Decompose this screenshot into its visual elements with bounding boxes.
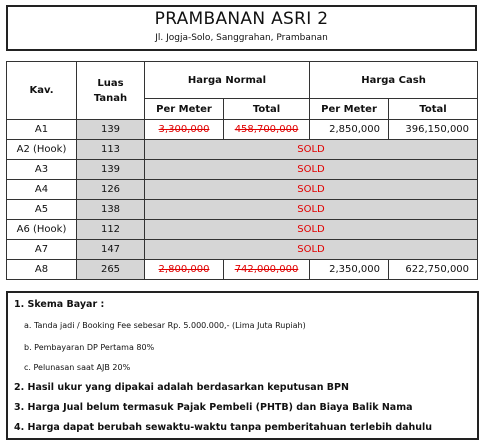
header-luas-line2: Tanah — [93, 92, 128, 104]
sold-badge: SOLD — [145, 180, 478, 200]
luas-cell: 113 — [77, 140, 145, 160]
table-row — [7, 160, 478, 180]
kav-cell: A1 — [7, 120, 77, 140]
luas-cell: 147 — [77, 240, 145, 260]
kav-cell: A3 — [7, 160, 77, 180]
kav-cell: A6 (Hook) — [7, 220, 77, 240]
cash-total-cell: 622,750,000 — [389, 260, 478, 280]
cash-per-meter-cell: 2,850,000 — [310, 120, 389, 140]
cash-per-meter-cell: 2,350,000 — [310, 260, 389, 280]
kav-cell: A2 (Hook) — [7, 140, 77, 160]
sold-badge: SOLD — [145, 160, 478, 180]
title-box — [6, 5, 477, 51]
header-normal-total: Total — [224, 99, 310, 120]
luas-cell: 112 — [77, 220, 145, 240]
price-table — [6, 61, 478, 280]
sold-badge: SOLD — [145, 220, 478, 240]
header-cash-total: Total — [389, 99, 478, 120]
cash-total-cell: 396,150,000 — [389, 120, 478, 140]
kav-cell: A8 — [7, 260, 77, 280]
note-booking-fee: a. Tanda jadi / Booking Fee sebesar Rp. 5.000.000,- (Lima Juta Rupiah) — [24, 321, 306, 330]
normal-total-cell: 742,000,000 — [224, 260, 310, 280]
sold-badge: SOLD — [145, 140, 478, 160]
luas-cell: 138 — [77, 200, 145, 220]
note-tax: 3. Harga Jual belum termasuk Pajak Pembeli (PHTB) dan Biaya Balik Nama — [14, 402, 413, 413]
normal-per-meter-cell: 3,300,000 — [145, 120, 224, 140]
luas-cell: 139 — [77, 120, 145, 140]
table-row — [7, 260, 478, 280]
header-luas-line1: Luas — [97, 77, 124, 89]
header-normal-per-meter: Per Meter — [145, 99, 224, 120]
kav-cell: A4 — [7, 180, 77, 200]
note-ajb: c. Pelunasan saat AJB 20% — [24, 363, 131, 372]
kav-cell: A5 — [7, 200, 77, 220]
table-row — [7, 200, 478, 220]
luas-cell: 126 — [77, 180, 145, 200]
notes-box — [6, 291, 479, 440]
note-bpn: 2. Hasil ukur yang dipakai adalah berdasarkan keputusan BPN — [14, 382, 349, 393]
normal-per-meter-cell: 2,800,000 — [145, 260, 224, 280]
page-title: PRAMBANAN ASRI 2 — [154, 9, 329, 29]
table-row — [7, 180, 478, 200]
note-price-change: 4. Harga dapat berubah sewaktu-waktu tanpa pemberitahuan terlebih dahulu — [14, 422, 433, 433]
note-payment-scheme: 1. Skema Bayar : — [14, 299, 105, 310]
header-kav: Kav. — [7, 62, 77, 120]
table-row — [7, 140, 478, 160]
table-row — [7, 120, 478, 140]
header-cash-per-meter: Per Meter — [310, 99, 389, 120]
luas-cell: 265 — [77, 260, 145, 280]
luas-cell: 139 — [77, 160, 145, 180]
sold-badge: SOLD — [145, 240, 478, 260]
table-row — [7, 220, 478, 240]
header-harga-cash: Harga Cash — [310, 62, 478, 99]
normal-total-cell: 458,700,000 — [224, 120, 310, 140]
address-text: Jl. Jogja-Solo, Sanggrahan, Prambanan — [155, 33, 328, 43]
kav-cell: A7 — [7, 240, 77, 260]
note-dp: b. Pembayaran DP Pertama 80% — [24, 343, 155, 352]
table-row — [7, 240, 478, 260]
header-harga-normal: Harga Normal — [145, 62, 310, 99]
sold-badge: SOLD — [145, 200, 478, 220]
header-luas-tanah — [77, 62, 145, 120]
